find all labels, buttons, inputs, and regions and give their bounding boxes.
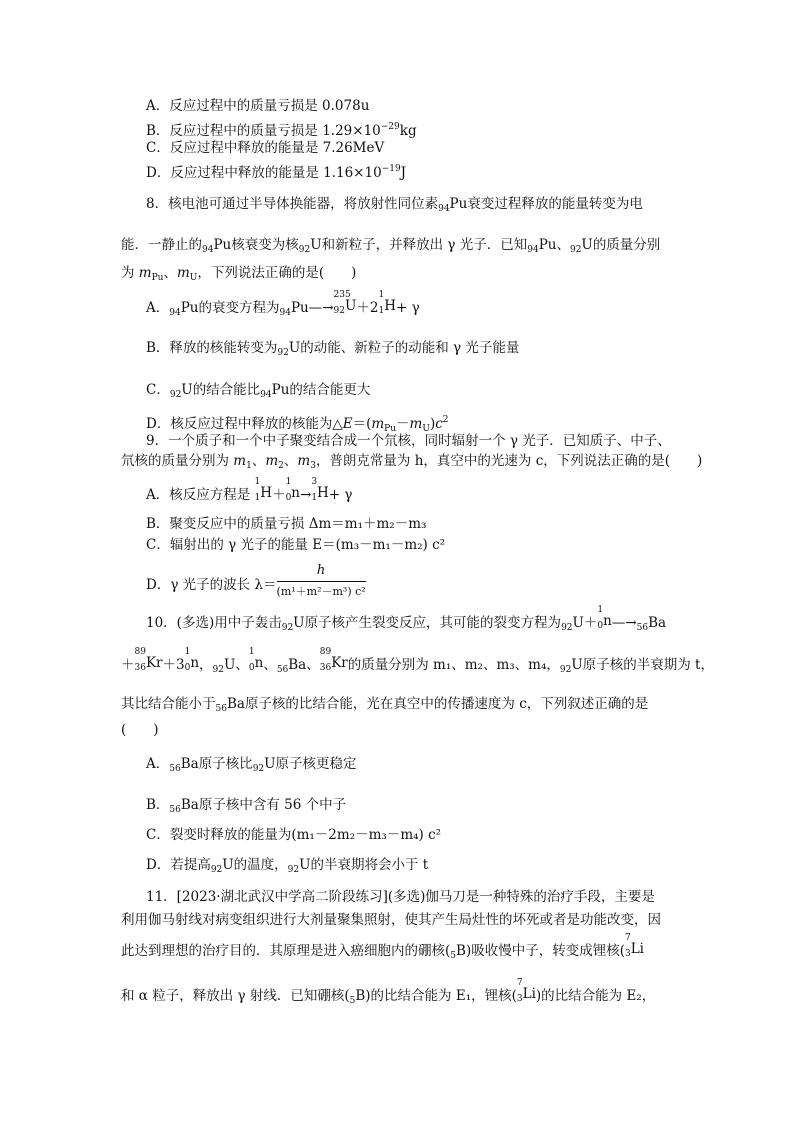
q8-stem1-text: 8．核电池可通过半导体换能器，将放射性同位素 (146, 196, 439, 212)
q8-c-post: 的结合能更大 (289, 382, 371, 398)
q7-d-exp: −19 (381, 164, 401, 174)
q10-option-d: D．若提高$_{92}$U的温度，$_{92}$U的半衰期将会小于 t (146, 857, 429, 875)
q8-stem2-d: 、 (556, 237, 570, 253)
q8-stem2-b: 核衰变为核 (231, 237, 299, 253)
q8-stem2-e: 的质量分别 (592, 237, 661, 253)
q8-d-eq: ＝( (352, 416, 372, 432)
q7-option-a-text: A．反应过程中的质量亏损是 0.078u (146, 98, 370, 114)
q8-a-label: A． (146, 300, 170, 316)
q11-line3: 此达到理想的治疗目的．其原理是进入癌细胞内的硼核$(_5B)$吸收慢中子，转变成锂核( 7 $_3$Li (121, 933, 645, 961)
q9-a-end: + γ (328, 487, 353, 503)
q7-b-exp: −29 (380, 122, 400, 132)
q11-line1 (146, 888, 655, 906)
q10-stem-line2: ＋ 89 $_{36}$Kr＋3 1 $_0$n，$_{92}$U、 1 $_0$n、$_{56}$Ba、 89 $_{36}$Kr的质量分别为 m₁、m₂、m₃、m₄，$_{92}$U原子核的半衰期为 t， (121, 647, 714, 675)
q10-option-a: A．$_{56}$Ba原子核比$_{92}$U原子核更稳定 (146, 756, 357, 774)
q11-line4-post: )的比结合能为 E₂， (535, 988, 656, 1004)
q8-stem2-a: 能．一静止的 (121, 237, 202, 253)
q8-stem2-c: 和新粒子，并释放出 γ 光子．已知 (321, 237, 528, 253)
q7-b-text: B．反应过程中的质量亏损是 1.29×10 (146, 123, 381, 139)
q7-option-c (146, 139, 384, 157)
q10-stem1-arrow: → (625, 615, 637, 631)
q8-a-text: 的衰变方程为 (198, 300, 280, 316)
q8-stem-line3: 为 $m_{Pu}$、$m_U$，下列说法正确的是( ) (121, 265, 357, 283)
q10-b-post: 原子核中含有 56 个中子 (198, 797, 347, 813)
q8-stem1-text2: 衰变过程释放的能量转变为电 (467, 196, 643, 212)
q11-line4-pre: 和 α 粒子，释放出 γ 射线．已知硼核( (121, 988, 350, 1004)
q8-option-b: B．释放的核能转变为$_{92}$U的动能、新粒子的动能和 γ 光子能量 (146, 340, 520, 358)
q7-b-unit: kg (399, 123, 417, 139)
q9-stem2-pre: 氘核的质量分别为 (121, 453, 234, 469)
q9-d-pre: D．γ 光子的波长 λ＝ (146, 577, 277, 593)
q8-option-a: A．$_{94}$Pu的衰变方程为$_{94}$Pu—→ 235 $_{92}$U＋2 1 $_1$H+ γ (146, 290, 420, 318)
q9-d-num: h (277, 562, 366, 582)
q9-stem-line2: 氘核的质量分别为 $m_1$、$m_2$、$m_3$，普朗克常量为 h，真空中的光速为 c，下列说法正确的是( ) (121, 453, 703, 471)
q8-d-c: c (435, 416, 443, 432)
q10-stem-line1: 10．(多选)用中子轰击$_{92}$U原子核产生裂变反应，其可能的裂变方程为$_{92}$U＋ 1 $_0n—\to_{56}Ba$ (146, 605, 667, 633)
q8-option-c: C．$_{92}$U的结合能比$_{94}$Pu的结合能更大 (146, 382, 371, 400)
nuclide-z: 94 (438, 204, 450, 214)
q10-a-pre: A． (146, 756, 170, 772)
q10-stem-line3: 其比结合能小于$_{56}$Ba原子核的比结合能，光在真空中的传播速度为 c，下列叙述正确的是 (121, 696, 649, 714)
q10-option-c-text: C．裂变时释放的能量为(m₁－2m₂－m₃－m₄) c² (146, 827, 442, 843)
q10-stem2-mid: ， (199, 657, 213, 673)
nuclide-u235: 235 $_{92}$U (333, 290, 357, 316)
q10-option-b: B．$_{56}$Ba原子核中含有 56 个中子 (146, 797, 347, 815)
q11-line3-mid: )吸收慢中子，转变成锂核( (465, 943, 625, 959)
q9-option-d (146, 563, 366, 605)
q7-option-c-text: C．反应过程中释放的能量是 7.26MeV (146, 140, 385, 156)
q11-line4-mid: )的比结合能为 E₁，锂核( (365, 988, 517, 1004)
q10-stem2-post: 原子核的半衰期为 t， (582, 657, 714, 673)
q7-option-d (146, 160, 406, 182)
q10-stem3-pre: 其比结合能小于 (121, 696, 216, 712)
q7-d-text: D．反应过程中释放的能量是 1.16×10 (146, 165, 382, 181)
q10-a-mid: 原子核比 (198, 756, 253, 772)
q8-option-d: D．核反应过程中释放的核能为$\triangle E=(m_{Pu}-m_U)c^2$ (146, 415, 449, 434)
q9-option-c (146, 536, 445, 554)
q9-option-b (146, 515, 426, 533)
q8-stem-line2: 能．一静止的$_{94}$Pu核衰变为核$_{92}$U和新粒子，并释放出 γ 光子．已知$_{94}$Pu、$_{92}$U的质量分别 (121, 237, 661, 255)
q9-stem-line1 (146, 432, 671, 450)
q9-a-pre: A．核反应方程是 (146, 487, 255, 503)
q9-option-a: A．核反应方程是 1 $_1$H＋ 1 $_0$n→ 3 $_1$H+ γ (146, 477, 353, 503)
q9-option-b-text: B．聚变反应中的质量亏损 Δm＝m₁＋m₂－m₃ (146, 516, 427, 532)
q10-stem3-post: 原子核的比结合能，光在真空中的传播速度为 c，下列叙述正确的是 (244, 696, 649, 712)
q10-stem-line4 (121, 721, 159, 739)
q10-stem4-text: ( ) (121, 722, 159, 738)
q8-stem3-c: ，下列说法正确的是( ) (197, 265, 357, 281)
q11-line2 (121, 911, 661, 929)
q10-b-pre: B． (146, 797, 170, 813)
q11-line1-text: 11．[2023·湖北武汉中学高二阶段练习](多选)伽马刀是一种特殊的治疗手段，主要是 (146, 889, 655, 905)
nuclide-h1: 1 $_1$H (378, 290, 396, 316)
q8-stem3-a: 为 (121, 265, 139, 281)
q10-stem1-mid: 原子核产生裂变反应，其可能的裂变方程为 (304, 615, 562, 631)
q10-d-post: 的半衰期将会小于 t (310, 857, 429, 873)
q9-stem1-text: 9．一个质子和一个中子聚变结合成一个氘核，同时辐射一个 γ 光子．已知质子、中子、 (146, 433, 671, 449)
q7-option-a (146, 97, 369, 115)
q7-d-unit: J (400, 165, 407, 181)
q9-d-den: (m¹＋m²－m³) c² (276, 585, 366, 598)
q9-d-fraction (277, 562, 366, 601)
q8-d-sq: 2 (442, 415, 449, 425)
q8-c-mid: 的结合能比 (192, 382, 261, 398)
q8-d-pre: D．核反应过程中释放的核能为△ (146, 416, 343, 432)
q8-b-pre: B．释放的核能转变为 (146, 340, 278, 356)
q10-d-pre: D．若提高 (146, 857, 211, 873)
q9-option-c-text: C．辐射出的 γ 光子的能量 E＝(m₃－m₁－m₂) c² (146, 537, 446, 553)
q10-option-c (146, 826, 441, 844)
q8-d-close: ) (429, 416, 436, 432)
q8-b-post: 的动能、新粒子的动能和 γ 光子能量 (300, 340, 520, 356)
q11-line2-text: 利用伽马射线对病变组织进行大剂量聚集照射，使其产生局灶性的坏死或者是功能改变，因 (121, 912, 661, 928)
q8-a-arrow: → (322, 300, 334, 316)
q9-stem2-post: ，普朗克常量为 h，真空中的光速为 c，下列说法正确的是( ) (315, 453, 703, 469)
q10-a-post: 原子核更稳定 (275, 756, 357, 772)
q8-a-end: + γ (395, 300, 420, 316)
q10-stem2-mass: 的质量分别为 m₁、m₂、m₃、m₄， (347, 657, 560, 673)
q8-stem-line1: 8．核电池可通过半导体换能器，将放射性同位素$_{94}$Pu衰变过程释放的能量转变为电 (146, 196, 643, 214)
q8-c-pre: C． (146, 382, 170, 398)
q8-stem3-b: 、 (163, 265, 177, 281)
q11-line4: 和 α 粒子，释放出 γ 射线．已知硼核$(_5B)$的比结合能为 E₁，锂核( 7 $_3$Li)的比结合能为 E₂， (121, 978, 656, 1006)
q11-line3-pre: 此达到理想的治疗目的．其原理是进入癌细胞内的硼核( (121, 943, 451, 959)
q7-option-b (146, 118, 417, 140)
q10-stem1-pre: 10．(多选)用中子轰击 (146, 615, 282, 631)
q10-d-mid: 的温度， (233, 857, 288, 873)
